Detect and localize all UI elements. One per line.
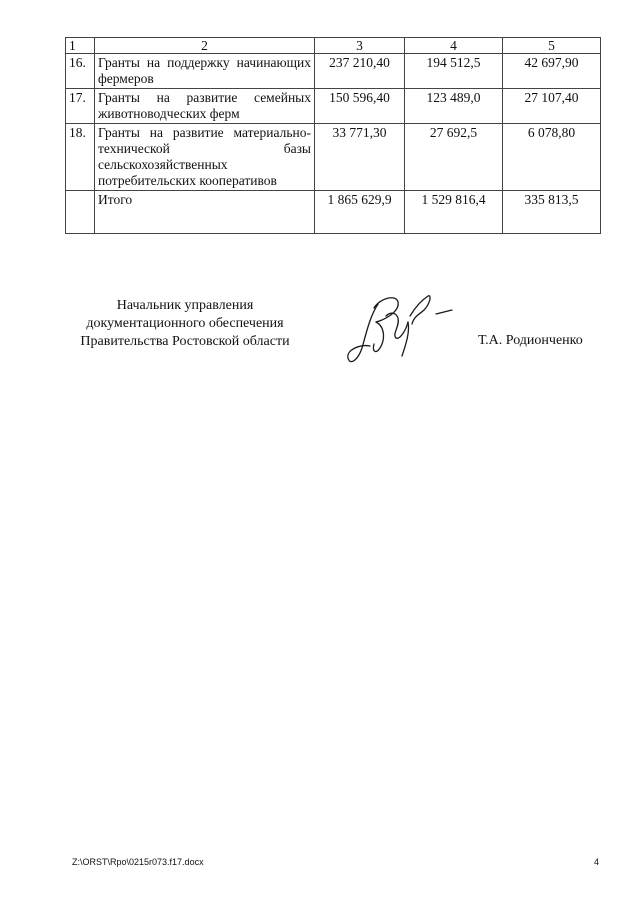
header-col-2: 2 [95,38,315,54]
row-name: Гранты на развитие материально-технической базы сельскохозяйственных потребительских кооперативов [95,124,315,191]
document-file-path: Z:\ORST\Rpo\0215r073.f17.docx [72,857,204,867]
row-value-col3: 237 210,40 [315,54,405,89]
grants-table [65,37,601,234]
signatory-title-line: документационного обеспечения [86,316,284,331]
row-number: 17. [66,89,95,124]
page-number: 4 [594,857,600,867]
signatory-title-line: Правительства Ростовской области [80,334,290,349]
total-row [66,191,601,234]
row-value-col4: 123 489,0 [405,89,503,124]
total-label: Итого [95,191,315,234]
row-name: Гранты на развитие семейных животноводческих ферм [95,89,315,124]
signatory-name: Т.А. Родионченко [478,333,583,348]
total-value-col5: 335 813,5 [503,191,601,234]
table-row [66,124,601,191]
row-value-col5: 42 697,90 [503,54,601,89]
header-col-3: 3 [315,38,405,54]
header-col-4: 4 [405,38,503,54]
row-name: Гранты на поддержку начинающих фермеров [95,54,315,89]
row-value-col5: 6 078,80 [503,124,601,191]
row-value-col3: 33 771,30 [315,124,405,191]
row-number: 18. [66,124,95,191]
total-value-col4: 1 529 816,4 [405,191,503,234]
total-value-col3: 1 865 629,9 [315,191,405,234]
row-value-col4: 27 692,5 [405,124,503,191]
row-value-col5: 27 107,40 [503,89,601,124]
table-row [66,89,601,124]
signatory-title [60,297,310,351]
signatory-title-line: Начальник управления [116,298,254,313]
table-row [66,54,601,89]
row-value-col3: 150 596,40 [315,89,405,124]
header-col-5: 5 [503,38,601,54]
header-col-1: 1 [66,38,95,54]
table-header-row [66,38,601,54]
row-number: 16. [66,54,95,89]
row-value-col4: 194 512,5 [405,54,503,89]
handwritten-signature [340,286,460,376]
total-number-cell [66,191,95,234]
